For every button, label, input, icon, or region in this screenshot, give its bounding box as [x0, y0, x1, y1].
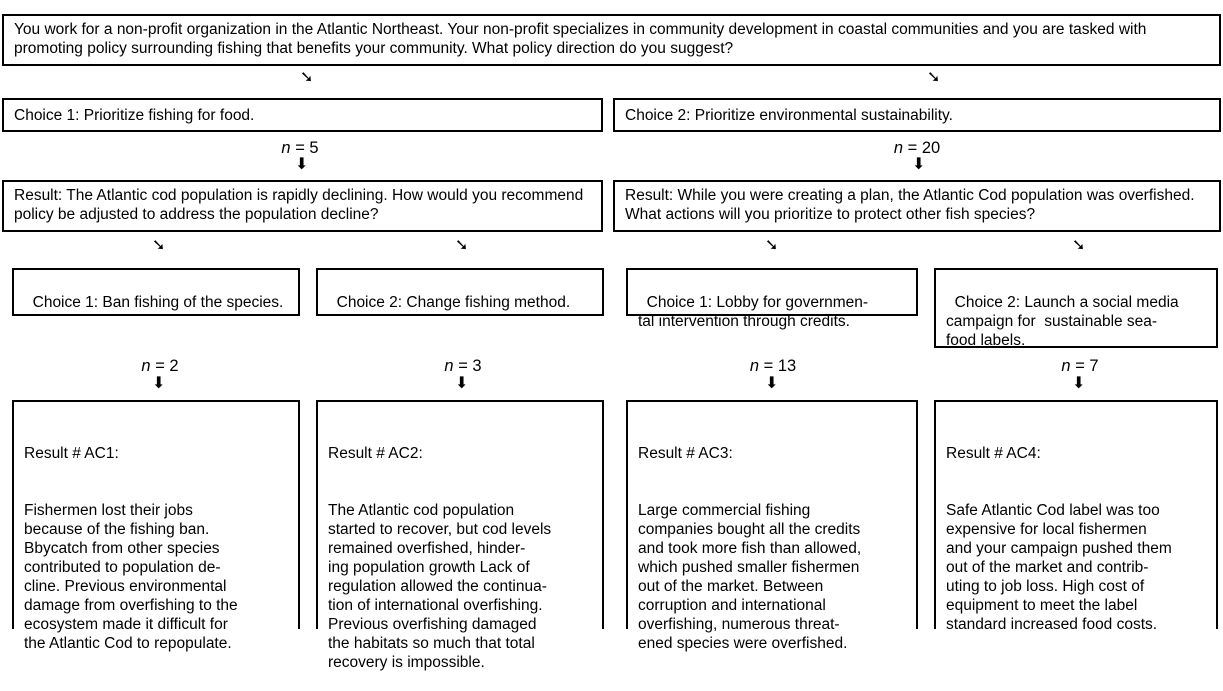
arrow-down-icon: ⬇	[1072, 375, 1086, 392]
count-label	[693, 356, 853, 376]
arrow-down-icon: ➘	[1072, 237, 1086, 254]
arrow-down-icon: ⬇	[295, 156, 309, 173]
count-value: = 5	[295, 139, 319, 157]
arrow-down-icon: ⬇	[765, 375, 779, 392]
arrow-down-icon: ⬇	[152, 375, 166, 392]
count-value: = 3	[458, 357, 482, 375]
choice-2-2-box	[934, 268, 1218, 348]
arrow-down-icon: ➘	[765, 237, 779, 254]
arrow-down-icon: ➘	[455, 237, 469, 254]
choice-2-1-label: Choice 1: Lobby for governmen- tal intervention through credits.	[638, 294, 869, 330]
result-1-text: Result: The Atlantic cod population is rapidly declining. How would you recommend policy be adjusted to address the population decline?	[14, 187, 584, 223]
result-ac1-title: Result # AC1:	[24, 445, 119, 462]
result-ac3-title: Result # AC3:	[638, 445, 733, 462]
result-ac3-box	[626, 400, 918, 652]
prompt-text: You work for a non-profit organization in the Atlantic Northeast. Your non-profit specializes in community development in coastal communities and you are tasked with promoting policy surrounding fishing that benefits your community. What policy direction do you suggest?	[14, 21, 1147, 57]
count-value: = 2	[155, 357, 179, 375]
count-value: = 20	[907, 139, 941, 157]
n-symbol: n	[1061, 357, 1071, 375]
result-ac4-body: Safe Atlantic Cod label was too expensive for local fishermen and your campaign pushed them out of the market and contrib- uting to job loss. High cost of equipment to meet the label standard increased food costs.	[946, 502, 1172, 633]
result-ac4-box	[934, 400, 1218, 633]
n-symbol: n	[893, 139, 903, 157]
result-1-box	[2, 180, 603, 232]
arrow-down-icon: ➘	[152, 237, 166, 254]
choice-1-2-box	[316, 268, 604, 316]
result-ac3-body: Large commercial fishing companies bought all the credits and took more fish than allowed, which pushed smaller fishermen out of the market. Between corruption and international overfishing, numerous threat- ened species were overfished.	[638, 502, 862, 652]
count-label	[383, 356, 543, 376]
n-symbol: n	[281, 139, 291, 157]
n-symbol: n	[749, 357, 759, 375]
choice-1-box	[2, 98, 603, 132]
choice-2-1-box	[626, 268, 918, 330]
choice-2-label: Choice 2: Prioritize environmental sustainability.	[625, 107, 953, 124]
arrow-down-icon: ➘	[927, 69, 941, 86]
arrow-down-icon: ➘	[300, 69, 314, 86]
result-ac2-body: The Atlantic cod population started to recover, but cod levels remained overfished, hinder- ing population growth Lack of regulation allowed the continua- tion of international overfishing. Previous overfishing damaged the habitats so much that total recovery is impossible.	[328, 502, 552, 671]
arrow-down-icon: ⬇	[912, 156, 926, 173]
count-label	[80, 356, 240, 376]
choice-1-1-label: Choice 1: Ban fishing of the species.	[32, 294, 284, 311]
result-ac2-box	[316, 400, 604, 671]
result-ac1-box	[12, 400, 300, 652]
result-ac4-title: Result # AC4:	[946, 445, 1041, 462]
count-value: = 13	[763, 357, 797, 375]
count-label	[200, 138, 400, 158]
prompt-box	[2, 14, 1221, 66]
result-ac1-body: Fishermen lost their jobs because of the fishing ban. Bbycatch from other species contributed to population de- cline. Previous environmental damage from overfishing to the ecosystem made it difficult for the Atlantic Cod to repopulate.	[24, 502, 238, 652]
arrow-down-icon: ⬇	[455, 375, 469, 392]
count-value: = 7	[1075, 357, 1099, 375]
count-label	[1000, 356, 1160, 376]
choice-1-2-label: Choice 2: Change fishing method.	[336, 294, 571, 311]
count-label	[817, 138, 1017, 158]
choice-2-box	[613, 98, 1221, 132]
n-symbol: n	[141, 357, 151, 375]
result-2-box	[613, 180, 1221, 232]
result-2-text: Result: While you were creating a plan, the Atlantic Cod population was overfished. What actions will you prioritize to protect other fish species?	[625, 187, 1195, 223]
choice-1-label: Choice 1: Prioritize fishing for food.	[14, 107, 255, 124]
result-ac2-title: Result # AC2:	[328, 445, 423, 462]
choice-2-2-label: Choice 2: Launch a social media campaign for sustainable sea- food labels.	[946, 294, 1179, 349]
n-symbol: n	[444, 357, 454, 375]
choice-1-1-box	[12, 268, 300, 316]
